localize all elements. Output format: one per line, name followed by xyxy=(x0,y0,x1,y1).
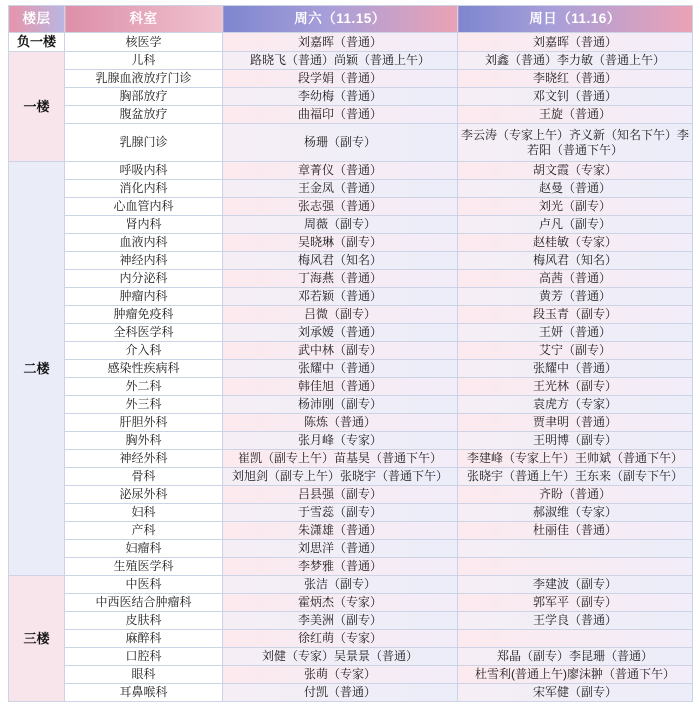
sunday-schedule-cell: 贾聿明（普通） xyxy=(458,414,693,432)
saturday-schedule-cell: 刘嘉晖（普通） xyxy=(223,33,458,52)
saturday-schedule-cell: 朱潇雄（普通） xyxy=(223,522,458,540)
sunday-schedule-cell: 王学良（普通） xyxy=(458,612,693,630)
table-row xyxy=(9,180,693,198)
sunday-schedule-cell: 王妍（普通） xyxy=(458,324,693,342)
saturday-schedule-cell: 杨珊（副专） xyxy=(223,124,458,162)
saturday-schedule-cell: 周薇（副专） xyxy=(223,216,458,234)
saturday-schedule-cell: 章菁仪（普通） xyxy=(223,162,458,180)
department-cell: 乳腺血液放疗门诊 xyxy=(65,70,223,88)
department-cell: 感染性疾病科 xyxy=(65,360,223,378)
saturday-schedule-cell: 王金凤（普通） xyxy=(223,180,458,198)
department-cell: 眼科 xyxy=(65,666,223,684)
department-cell: 骨科 xyxy=(65,468,223,486)
sunday-schedule-cell: 艾宁（副专） xyxy=(458,342,693,360)
department-cell: 血液内科 xyxy=(65,234,223,252)
table-row xyxy=(9,252,693,270)
sunday-schedule-cell: 卢凡（副专） xyxy=(458,216,693,234)
table-row xyxy=(9,342,693,360)
saturday-schedule-cell: 陈炼（普通） xyxy=(223,414,458,432)
saturday-schedule-cell: 张萌（专家） xyxy=(223,666,458,684)
department-cell: 口腔科 xyxy=(65,648,223,666)
department-cell: 胸外科 xyxy=(65,432,223,450)
table-row xyxy=(9,234,693,252)
header-department: 科室 xyxy=(65,6,223,33)
table-row xyxy=(9,52,693,70)
saturday-schedule-cell: 吕微（副专） xyxy=(223,306,458,324)
department-cell: 产科 xyxy=(65,522,223,540)
header-floor: 楼层 xyxy=(9,6,65,33)
saturday-schedule-cell: 丁海燕（普通） xyxy=(223,270,458,288)
sunday-schedule-cell: 郝淑维（专家） xyxy=(458,504,693,522)
table-row xyxy=(9,576,693,594)
saturday-schedule-cell: 张月峰（专家） xyxy=(223,432,458,450)
header-saturday: 周六（11.15） xyxy=(223,6,458,33)
table-row xyxy=(9,540,693,558)
department-cell: 内分泌科 xyxy=(65,270,223,288)
table-row xyxy=(9,630,693,648)
table-row xyxy=(9,306,693,324)
sunday-schedule-cell: 刘嘉晖（普通） xyxy=(458,33,693,52)
department-cell: 心血管内科 xyxy=(65,198,223,216)
saturday-schedule-cell: 韩佳旭（普通） xyxy=(223,378,458,396)
department-cell: 呼吸内科 xyxy=(65,162,223,180)
saturday-schedule-cell: 刘承嫒（普通） xyxy=(223,324,458,342)
sunday-schedule-cell: 邓文钊（普通） xyxy=(458,88,693,106)
sunday-schedule-cell: 宋军健（副专） xyxy=(458,684,693,702)
table-row xyxy=(9,88,693,106)
department-cell: 妇瘤科 xyxy=(65,540,223,558)
saturday-schedule-cell: 霍炳杰（专家） xyxy=(223,594,458,612)
department-cell: 外三科 xyxy=(65,396,223,414)
table-row xyxy=(9,70,693,88)
department-cell: 肾内科 xyxy=(65,216,223,234)
department-cell: 肿瘤免疫科 xyxy=(65,306,223,324)
table-row xyxy=(9,270,693,288)
saturday-schedule-cell: 杨沛刚（副专） xyxy=(223,396,458,414)
department-cell: 皮肤科 xyxy=(65,612,223,630)
schedule-table xyxy=(8,5,693,702)
department-cell: 腹盆放疗 xyxy=(65,106,223,124)
sunday-schedule-cell: 杜丽佳（普通） xyxy=(458,522,693,540)
table-row xyxy=(9,378,693,396)
table-row xyxy=(9,486,693,504)
department-cell: 胸部放疗 xyxy=(65,88,223,106)
sunday-schedule-cell: 张耀中（普通） xyxy=(458,360,693,378)
saturday-schedule-cell: 徐红萌（专家） xyxy=(223,630,458,648)
department-cell: 全科医学科 xyxy=(65,324,223,342)
saturday-schedule-cell: 段学娟（普通） xyxy=(223,70,458,88)
sunday-schedule-cell: 王旋（普通） xyxy=(458,106,693,124)
department-cell: 神经内科 xyxy=(65,252,223,270)
sunday-schedule-cell xyxy=(458,558,693,576)
sunday-schedule-cell: 李建峰（专家上午）王帅斌（普通下午） xyxy=(458,450,693,468)
sunday-schedule-cell: 段玉青（副专） xyxy=(458,306,693,324)
department-cell: 外二科 xyxy=(65,378,223,396)
sunday-schedule-cell: 李云涛（专家上午）齐义新（知名下午）李若阳（普通下午） xyxy=(458,124,693,162)
table-header xyxy=(9,6,693,33)
table-row xyxy=(9,468,693,486)
table-row xyxy=(9,684,693,702)
saturday-schedule-cell: 吴晓琳（副专） xyxy=(223,234,458,252)
sunday-schedule-cell: 刘鑫（普通）李力敏（普通上午） xyxy=(458,52,693,70)
floor-cell: 一楼 xyxy=(9,52,65,162)
table-row xyxy=(9,33,693,52)
sunday-schedule-cell: 李晓红（普通） xyxy=(458,70,693,88)
sunday-schedule-cell: 胡文霞（专家） xyxy=(458,162,693,180)
department-cell: 中医科 xyxy=(65,576,223,594)
table-row xyxy=(9,360,693,378)
saturday-schedule-cell: 于雪蕊（副专） xyxy=(223,504,458,522)
floor-cell: 负一楼 xyxy=(9,33,65,52)
saturday-schedule-cell: 曲福印（普通） xyxy=(223,106,458,124)
table-row xyxy=(9,450,693,468)
schedule-body xyxy=(9,33,693,702)
department-cell: 儿科 xyxy=(65,52,223,70)
saturday-schedule-cell: 张志强（普通） xyxy=(223,198,458,216)
table-row xyxy=(9,198,693,216)
saturday-schedule-cell: 武中林（副专） xyxy=(223,342,458,360)
saturday-schedule-cell: 刘健（专家）吴景景（普通） xyxy=(223,648,458,666)
department-cell: 神经外科 xyxy=(65,450,223,468)
header-row xyxy=(9,6,693,33)
sunday-schedule-cell: 郭军平（副专） xyxy=(458,594,693,612)
department-cell: 核医学 xyxy=(65,33,223,52)
table-row xyxy=(9,504,693,522)
table-row xyxy=(9,432,693,450)
sunday-schedule-cell: 王明博（副专） xyxy=(458,432,693,450)
table-row xyxy=(9,594,693,612)
table-row xyxy=(9,558,693,576)
department-cell: 耳鼻喉科 xyxy=(65,684,223,702)
table-row xyxy=(9,666,693,684)
saturday-schedule-cell: 吕县强（副专） xyxy=(223,486,458,504)
table-row xyxy=(9,124,693,162)
table-row xyxy=(9,522,693,540)
saturday-schedule-cell: 张耀中（普通） xyxy=(223,360,458,378)
saturday-schedule-cell: 张洁（副专） xyxy=(223,576,458,594)
floor-cell: 二楼 xyxy=(9,162,65,576)
sunday-schedule-cell: 齐盼（普通） xyxy=(458,486,693,504)
saturday-schedule-cell: 路晓飞（普通）尚颖（普通上午） xyxy=(223,52,458,70)
sunday-schedule-cell: 梅风君（知名） xyxy=(458,252,693,270)
saturday-schedule-cell: 刘旭剑（副专上午）张晓宇（普通下午） xyxy=(223,468,458,486)
sunday-schedule-cell: 赵曼（普通） xyxy=(458,180,693,198)
table-row xyxy=(9,324,693,342)
sunday-schedule-cell: 高茜（普通） xyxy=(458,270,693,288)
saturday-schedule-cell: 李美洲（副专） xyxy=(223,612,458,630)
table-row xyxy=(9,106,693,124)
table-row xyxy=(9,216,693,234)
header-sunday: 周日（11.16） xyxy=(458,6,693,33)
saturday-schedule-cell: 崔凯（副专上午）苗基昊（普通下午） xyxy=(223,450,458,468)
department-cell: 介入科 xyxy=(65,342,223,360)
table-row xyxy=(9,612,693,630)
sunday-schedule-cell xyxy=(458,630,693,648)
saturday-schedule-cell: 邓若颖（普通） xyxy=(223,288,458,306)
floor-cell: 三楼 xyxy=(9,576,65,702)
sunday-schedule-cell: 李建波（副专） xyxy=(458,576,693,594)
department-cell: 生殖医学科 xyxy=(65,558,223,576)
department-cell: 泌尿外科 xyxy=(65,486,223,504)
department-cell: 消化内科 xyxy=(65,180,223,198)
saturday-schedule-cell: 梅风君（知名） xyxy=(223,252,458,270)
department-cell: 妇科 xyxy=(65,504,223,522)
sunday-schedule-cell: 袁虎方（专家） xyxy=(458,396,693,414)
sunday-schedule-cell: 杜雪利(普通上午)廖沫翀（普通下午） xyxy=(458,666,693,684)
table-row xyxy=(9,648,693,666)
table-row xyxy=(9,396,693,414)
sunday-schedule-cell: 王光林（副专） xyxy=(458,378,693,396)
department-cell: 乳腺门诊 xyxy=(65,124,223,162)
saturday-schedule-cell: 李幼梅（普通） xyxy=(223,88,458,106)
department-cell: 麻醉科 xyxy=(65,630,223,648)
sunday-schedule-cell: 郑晶（副专）李昆珊（普通） xyxy=(458,648,693,666)
sunday-schedule-cell: 张晓宇（普通上午）王东来（副专下午） xyxy=(458,468,693,486)
sunday-schedule-cell: 赵桂敏（专家） xyxy=(458,234,693,252)
sunday-schedule-cell xyxy=(458,540,693,558)
department-cell: 肝胆外科 xyxy=(65,414,223,432)
table-row xyxy=(9,414,693,432)
saturday-schedule-cell: 付凯（普通） xyxy=(223,684,458,702)
saturday-schedule-cell: 李梦雅（普通） xyxy=(223,558,458,576)
sunday-schedule-cell: 黄芳（普通） xyxy=(458,288,693,306)
department-cell: 肿瘤内科 xyxy=(65,288,223,306)
table-row xyxy=(9,162,693,180)
saturday-schedule-cell: 刘思洋（普通） xyxy=(223,540,458,558)
sunday-schedule-cell: 刘光（副专） xyxy=(458,198,693,216)
department-cell: 中西医结合肿瘤科 xyxy=(65,594,223,612)
table-row xyxy=(9,288,693,306)
